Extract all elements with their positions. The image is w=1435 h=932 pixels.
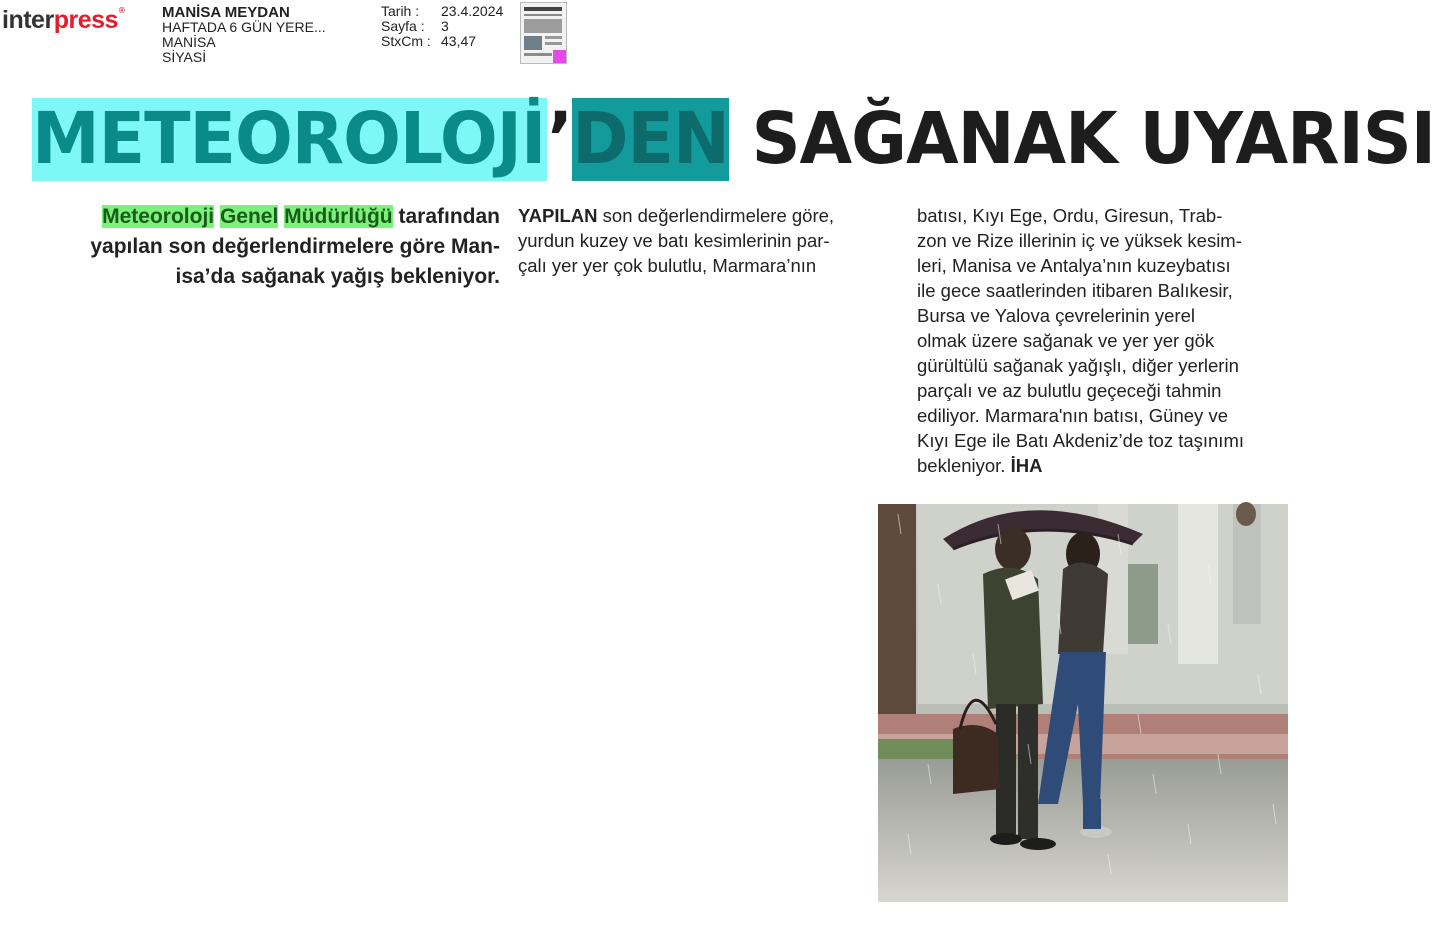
publication-info	[162, 5, 326, 65]
publication-city: MANİSA	[162, 34, 216, 50]
meta-value: 23.4.2024	[441, 3, 504, 19]
article-line	[518, 203, 883, 228]
meta-row-stxcm	[381, 34, 503, 49]
article-line: Bursa ve Yalova çevrelerinin yerel	[917, 305, 1195, 326]
page-thumbnail[interactable]	[520, 2, 567, 64]
rain-photo-illustration	[878, 504, 1288, 902]
lead-text: tarafından	[392, 205, 500, 228]
keyword-highlight: Genel	[219, 205, 279, 228]
registered-mark: ®	[118, 6, 125, 15]
interpress-logo	[2, 6, 124, 35]
logo-text-press: press	[53, 6, 118, 34]
headline	[32, 98, 1435, 182]
publication-name: MANİSA MEYDAN	[162, 4, 290, 21]
clipping-meta	[381, 4, 503, 49]
lead-paragraph	[30, 202, 500, 292]
rain-photo	[878, 504, 1288, 902]
article-line: ile gece saatlerinden itibaren Balıkesir,	[917, 280, 1233, 301]
article-line: gürültülü sağanak yağışlı, diğer yerlerin	[917, 355, 1239, 376]
article-text: son değerlendirmelere göre,	[597, 205, 835, 226]
article-line: leri, Manisa ve Antalya’nın kuzeybatısı	[917, 255, 1231, 276]
article-line: çalı yer yer çok bulutlu, Marmara’nın	[518, 255, 817, 276]
article-line: parçalı ve az bulutlu geçeceği tahmin	[917, 380, 1222, 401]
article-line: ediliyor. Marmara'nın batısı, Güney ve	[917, 405, 1228, 426]
publication-frequency: HAFTADA 6 GÜN YERE...	[162, 19, 326, 35]
meta-value: 43,47	[441, 33, 477, 49]
headline-rest: SAĞANAK UYARISI	[728, 98, 1435, 181]
headline-apostrophe: ’	[547, 98, 573, 181]
article-line: batısı, Kıyı Ege, Ordu, Giresun, Trab-	[917, 205, 1223, 226]
meta-label: StxCm :	[381, 33, 431, 49]
lead-text: isa’da sağanak yağış bekleniyor.	[175, 265, 500, 288]
article-dropword: YAPILAN	[518, 205, 598, 226]
headline-suffix-highlight: DEN	[572, 98, 729, 181]
article-line: Kıyı Ege ile Batı Akdeniz’de toz taşınımı	[917, 430, 1245, 451]
meta-row-page	[381, 19, 503, 34]
article-line: zon ve Rize illerinin iç ve yüksek kesim-	[917, 230, 1242, 251]
clip-location-marker	[553, 50, 566, 63]
meta-label: Tarih :	[381, 3, 420, 19]
keyword-highlight: Meteoroloji	[102, 205, 215, 228]
keyword-highlight: Müdürlüğü	[284, 205, 393, 228]
article-column-2	[518, 203, 883, 278]
article-line	[917, 453, 1297, 478]
meta-value: 3	[441, 18, 449, 34]
publication-section: SİYASİ	[162, 49, 207, 65]
meta-label: Sayfa :	[381, 18, 425, 34]
meta-row-date	[381, 4, 503, 19]
news-agency-credit: İHA	[1010, 455, 1043, 476]
article-column-3	[917, 203, 1297, 478]
article-line: olmak üzere sağanak ve yer yer gök	[917, 330, 1215, 351]
lead-text: yapılan son değerlendirmelere göre Man-	[90, 235, 500, 258]
article-text: bekleniyor.	[917, 455, 1011, 476]
logo-text-inter: inter	[2, 6, 54, 34]
headline-keyword-highlight: METEOROLOJİ	[32, 98, 546, 181]
article-line: yurdun kuzey ve batı kesimlerinin par-	[518, 230, 830, 251]
